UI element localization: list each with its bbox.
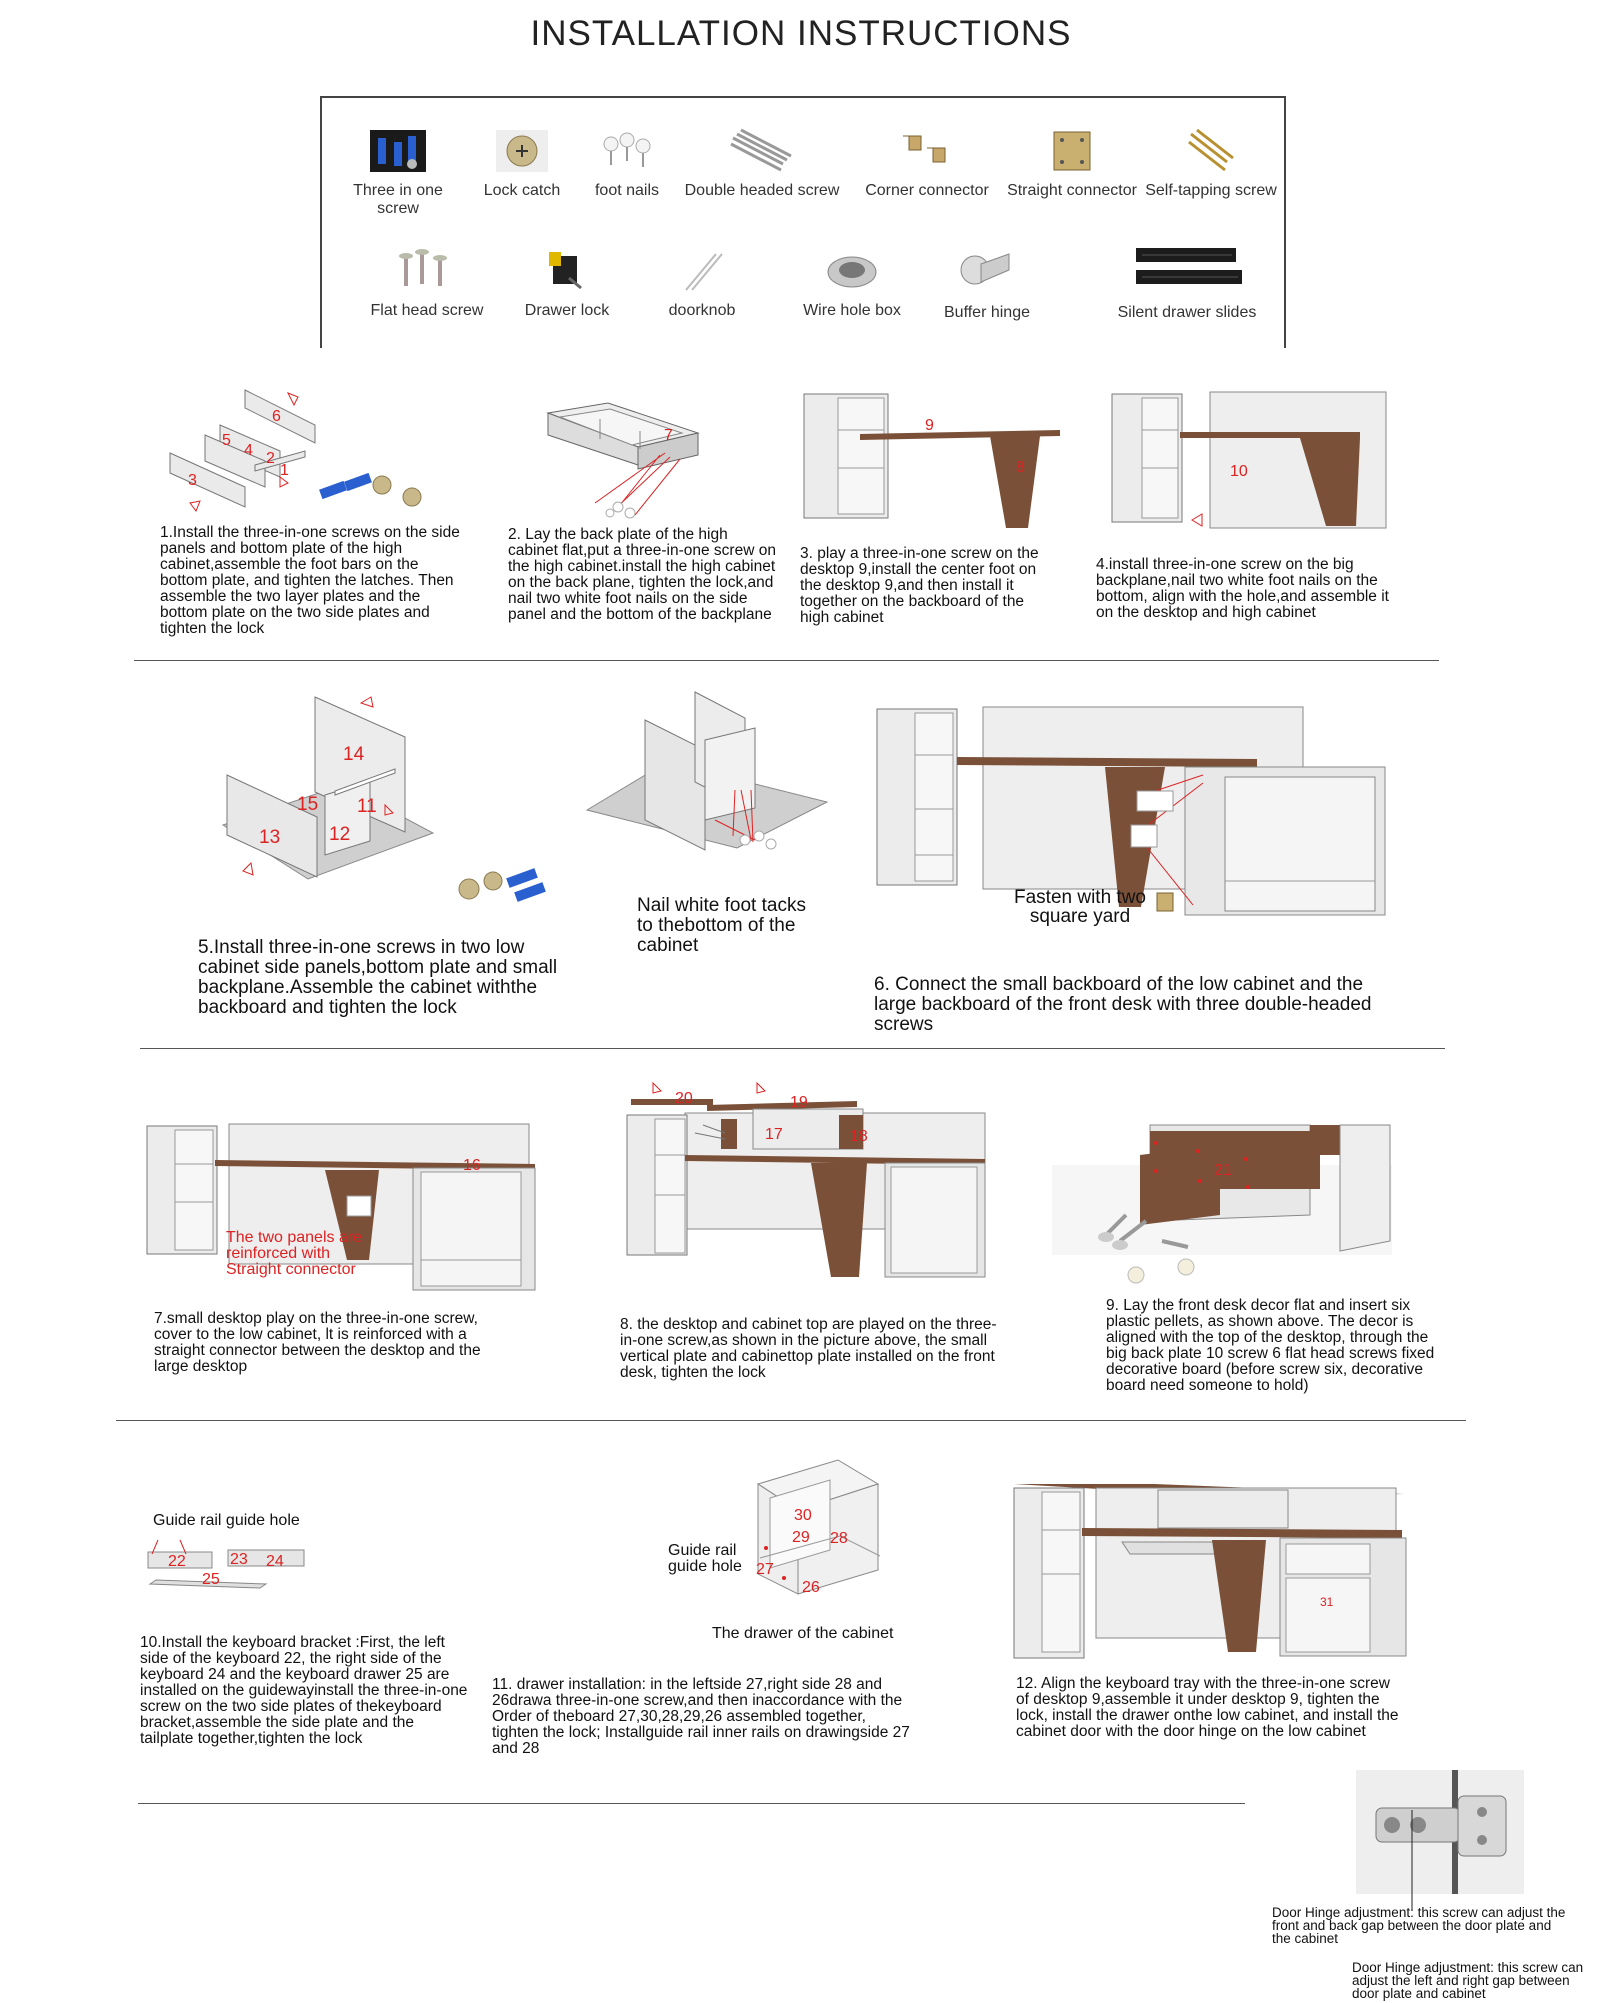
arrow-icon — [361, 697, 373, 707]
part-label: doorknob — [668, 302, 736, 319]
label-16: 16 — [463, 1157, 481, 1174]
divider — [116, 1420, 1466, 1421]
step7-callout: The two panels are reinforced with Straight connector — [226, 1229, 363, 1278]
parts-list-box — [320, 96, 1286, 348]
hinge-note-front-back: Door Hinge adjustment: this screw can adjust the front and back gap between the door plate and the cabinet — [1272, 1905, 1566, 1946]
step10-diagram — [140, 1540, 315, 1595]
label-15: 15 — [297, 794, 319, 815]
part-label: Silent drawer slides — [1117, 304, 1257, 321]
part-three-in-one-screw — [330, 128, 466, 218]
step7-text: 7.small desktop play on the three-in-one screw, cover to the low cabinet, lt is reinforced with a straight connector between the desktop and the large desktop — [154, 1310, 481, 1375]
label-3: 3 — [188, 472, 197, 489]
part-corner-connector — [847, 128, 1007, 200]
part-flat-head-screw — [352, 248, 502, 320]
label-9: 9 — [925, 417, 934, 434]
label-2: 2 — [266, 450, 275, 467]
part-label: Buffer hinge — [944, 304, 1030, 321]
three-in-one-screws-icon — [319, 473, 421, 506]
label-8: 8 — [1016, 459, 1025, 476]
arrow-icon — [243, 863, 253, 875]
step10-callout: Guide rail guide hole — [153, 1512, 300, 1529]
corner-connector-icon — [897, 128, 957, 174]
label-17: 17 — [765, 1126, 783, 1143]
step5-text: 5.Install three-in-one screws in two low cabinet side panels,bottom plate and small backplane.Assemble the cabinet withthe backboard and tighten the lock — [198, 937, 558, 1018]
step5-diagram — [215, 695, 455, 920]
three-in-one-screw-icon — [368, 128, 428, 174]
part-silent-drawer-slides — [1092, 244, 1282, 322]
divider — [140, 1048, 1445, 1049]
foot-nails-icon — [597, 128, 657, 174]
step11-callout: Guide rail guide hole — [668, 1542, 742, 1575]
step10-text: 10.Install the keyboard bracket :First, the left side of the keyboard 22, the right side of the keyboard 24 and the keyboard drawer 25 are installed on the guidewayinstall the three-in-one screw on the two side plates of thekeyboard bracket,assemble the side plate and the tailplate together,tighten the lock — [140, 1634, 468, 1747]
step8-diagram — [625, 1075, 1005, 1285]
step2-diagram — [540, 395, 720, 545]
arrow-icon — [190, 501, 200, 511]
part-foot-nails — [577, 128, 677, 200]
step6-text: 6. Connect the small backboard of the low cabinet and the large backboard of the front desk with three double-headed screws — [874, 974, 1372, 1035]
step1-diagram — [160, 385, 460, 525]
label-4: 4 — [244, 442, 253, 459]
label-29: 29 — [792, 1529, 810, 1546]
step9-diagram — [1050, 1115, 1430, 1290]
part-label: Double headed screw — [684, 182, 840, 199]
label-6: 6 — [272, 408, 281, 425]
part-label: Lock catch — [483, 182, 561, 199]
three-in-one-screws-icon — [455, 855, 565, 905]
straight-connector-icon — [1044, 128, 1100, 174]
label-25: 25 — [202, 1571, 220, 1588]
label-13: 13 — [259, 827, 281, 848]
part-label: Self-tapping screw — [1145, 182, 1277, 199]
buffer-hinge-icon — [957, 244, 1017, 296]
step11-diagram — [740, 1458, 885, 1598]
label-30: 30 — [794, 1507, 812, 1524]
part-label: foot nails — [594, 182, 660, 199]
drawer-lock-icon — [539, 248, 595, 294]
page-title: INSTALLATION INSTRUCTIONS — [530, 14, 1072, 53]
label-5: 5 — [222, 432, 231, 449]
divider — [134, 660, 1439, 661]
part-label: Corner connector — [865, 182, 989, 199]
label-11: 11 — [357, 796, 377, 817]
part-doorknob — [637, 248, 767, 320]
part-label: Drawer lock — [524, 302, 610, 319]
step3-diagram — [800, 390, 1070, 540]
step11-text: 11. drawer installation: in the leftside 27,right side 28 and 26drawa three-in-one screw,and then inaccordance with the Order of theboard 27,30,28,29,26 assembled together, tighten the lock; Installguide rail inner rails on drawingside 27 and 28 — [492, 1676, 910, 1757]
doorknob-icon — [674, 248, 730, 294]
label-19: 19 — [790, 1094, 808, 1111]
step4-text: 4.install three-in-one screw on the big backplane,nail two white foot nails on the bottom, align with the hole,and assemble it on the desktop and high cabinet — [1096, 556, 1389, 621]
foot-nail-icon — [606, 502, 635, 518]
label-23: 23 — [230, 1551, 248, 1568]
step3-text: 3. play a three-in-one screw on the desktop 9,install the center foot on the desktop 9,and then install it together on the backboard of the high cabinet — [800, 545, 1039, 626]
step9-text: 9. Lay the front desk decor flat and insert six plastic pellets, as shown above. The decor is aligned with the top of the desktop, through the big back plate 10 screw 6 flat head screws fixed decorative board (before screw six, decorative board need someone to hold) — [1106, 1297, 1435, 1394]
label-26: 26 — [802, 1579, 820, 1596]
step4-diagram — [1110, 390, 1390, 535]
part-lock-catch — [467, 128, 577, 200]
part-wire-hole-box — [772, 248, 932, 320]
step6-callout: Fasten with two square yard — [1014, 887, 1146, 927]
label-22: 22 — [168, 1553, 186, 1570]
double-headed-screw-icon — [727, 128, 797, 174]
arrow-icon — [288, 393, 298, 405]
lock-catch-icon — [494, 128, 550, 174]
label-10: 10 — [1230, 463, 1248, 480]
step8-text: 8. the desktop and cabinet top are played on the three-in-one screw,as shown in the picture above, the small vertical plate and cabinettop plate installed on the front desk, tighten the lock — [620, 1316, 997, 1381]
self-tapping-screw-icon — [1181, 124, 1241, 174]
step5b-diagram — [585, 690, 830, 895]
part-drawer-lock — [502, 248, 632, 320]
label-12: 12 — [329, 824, 351, 845]
label-20: 20 — [675, 1090, 693, 1107]
divider — [138, 1803, 1245, 1804]
wire-hole-box-icon — [822, 248, 882, 294]
label-7: 7 — [664, 427, 673, 444]
step2-text: 2. Lay the back plate of the high cabinet flat,put a three-in-one screw on the high cabinet.install the high cabinet on the back plane, tighten the lock,and nail two white foot nails on the side panel and the bottom of the backplane — [508, 526, 776, 623]
part-straight-connector — [1002, 128, 1142, 200]
leader-line — [1410, 1810, 1414, 1910]
arrow-icon — [1192, 514, 1202, 526]
flat-head-screw-icon — [392, 248, 462, 294]
step1-text: 1.Install the three-in-one screws on the side panels and bottom plate of the high cabinet,assemble the foot bars on the bottom plate, and tighten the latches. Then assemble the two layer plates and the bottom plate on the two side plates and tighten the lock — [160, 524, 460, 637]
label-18: 18 — [850, 1128, 868, 1145]
step12-diagram — [1012, 1478, 1412, 1663]
label-24: 24 — [266, 1553, 284, 1570]
drawer-slides-icon — [1132, 244, 1242, 296]
label-27: 27 — [756, 1561, 774, 1578]
step1-panels — [170, 390, 315, 507]
part-label: Flat head screw — [370, 302, 484, 319]
part-label: Three in one screw — [353, 182, 443, 217]
label-28: 28 — [830, 1530, 848, 1547]
label-1: 1 — [280, 462, 289, 479]
label-14: 14 — [343, 744, 365, 765]
hinge-note-left-right: Door Hinge adjustment: this screw can adjust the left and right gap between door plate and cabinet — [1352, 1960, 1584, 2001]
label-31: 31 — [1320, 1595, 1334, 1609]
part-label: Straight connector — [1007, 182, 1137, 199]
part-double-headed-screw — [677, 128, 847, 200]
part-label: Wire hole box — [803, 302, 901, 319]
arrow-icon — [653, 1083, 661, 1093]
label-21: 21 — [1214, 1162, 1232, 1179]
part-self-tapping-screw — [1140, 124, 1282, 200]
step11-caption: The drawer of the cabinet — [712, 1625, 894, 1642]
step12-text: 12. Align the keyboard tray with the three-in-one screw of desktop 9,assemble it under desktop 9, tighten the lock, install the drawer onthe low cabinet, and install the cabinet door with the door hinge on the low cabinet — [1016, 1675, 1399, 1740]
door-hinge-image — [1356, 1770, 1524, 1894]
part-buffer-hinge — [922, 244, 1052, 322]
step5b-text: Nail white foot tacks to thebottom of the cabinet — [637, 895, 806, 956]
arrow-icon — [757, 1083, 765, 1093]
